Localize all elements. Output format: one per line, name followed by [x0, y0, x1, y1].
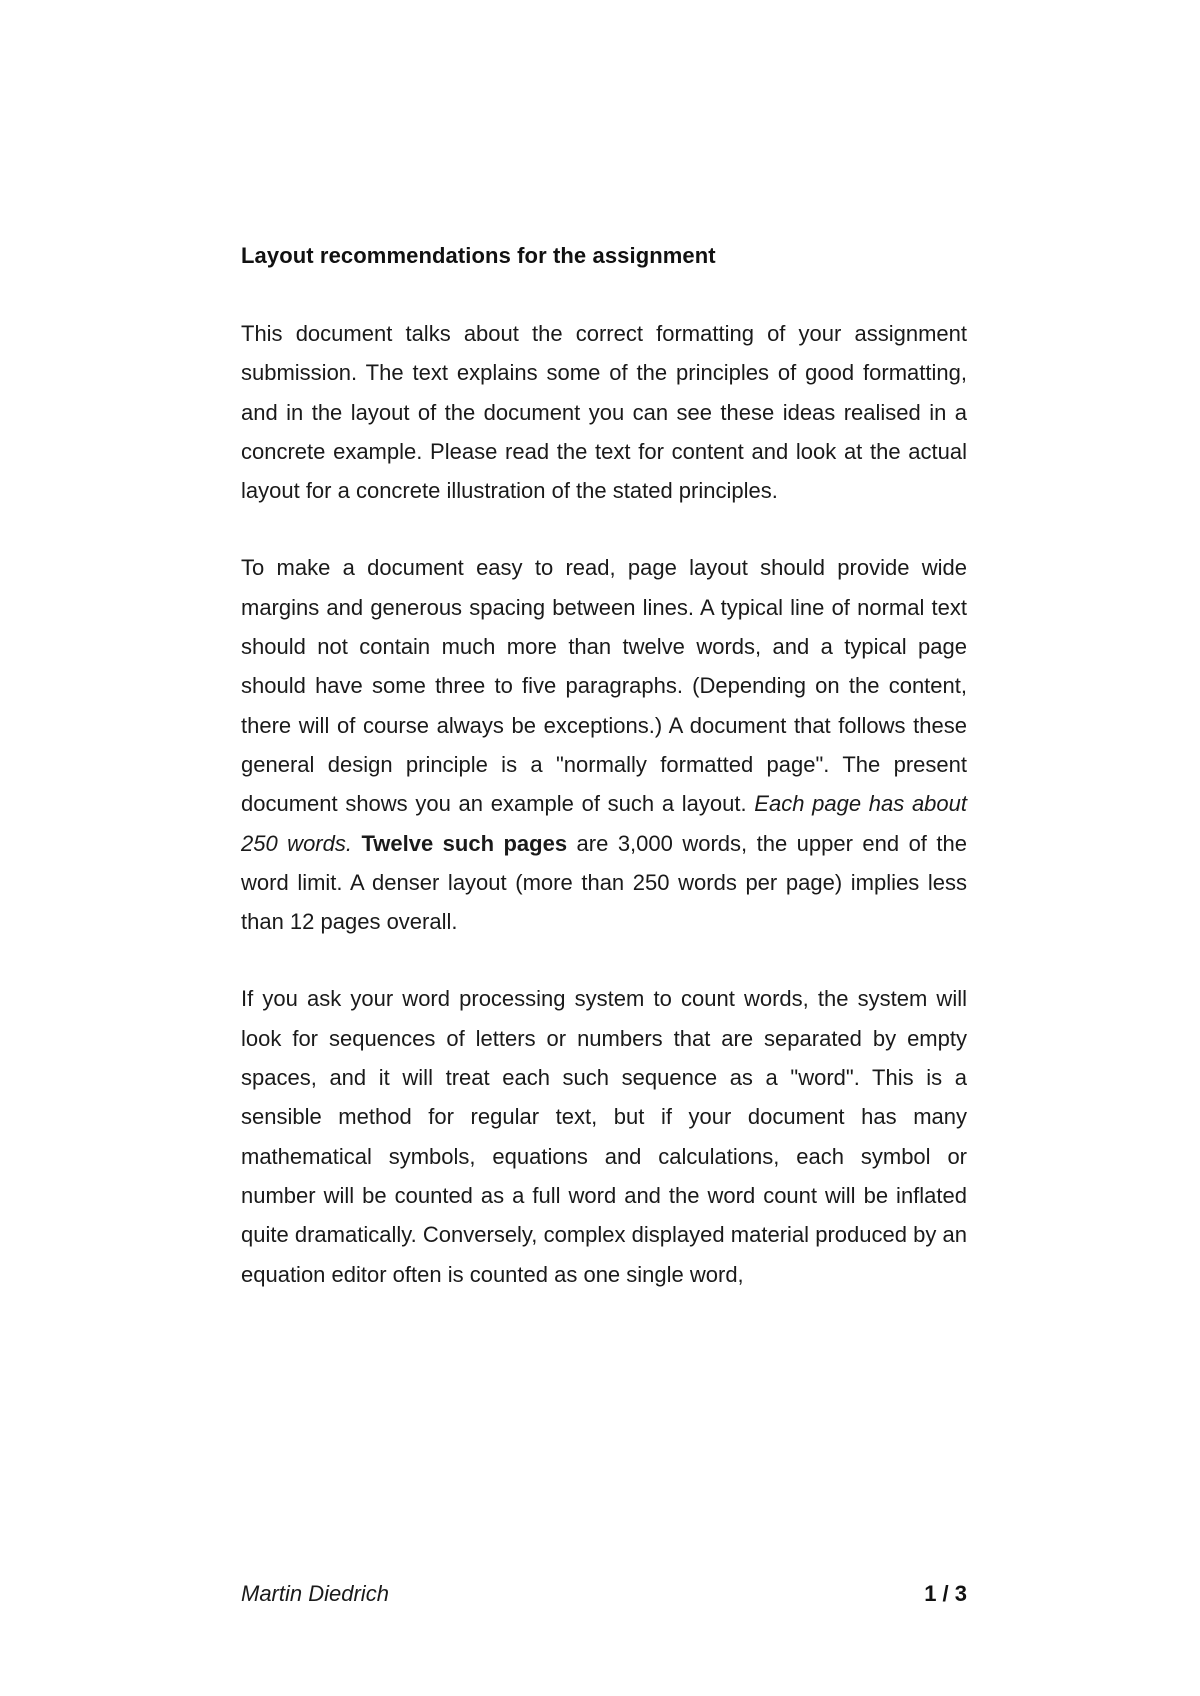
footer-author: Martin Diedrich	[241, 1581, 389, 1606]
paragraph-layout-bold: Twelve such pages	[361, 830, 568, 856]
paragraph-layout-text-end: are 3,000 words, the upper end of the word limit. A denser layout (more than 250 words per page) implies less than 12 pages overall.	[241, 830, 967, 935]
paragraph-layout-principles	[241, 548, 967, 941]
paragraph-intro: This document talks about the correct formatting of your assignment submission. The text explains some of the principles of good formatting, and in the layout of the document you can see these ideas realised in a concrete example. Please read the text for content and look at the actual layout for a concrete illustration of the stated principles.	[241, 321, 967, 504]
page-number: 1 / 3	[924, 1581, 967, 1606]
document-title: Layout recommendations for the assignment	[241, 243, 716, 268]
paragraph-layout-text-start: To make a document easy to read, page layout should provide wide margins and generous spacing between lines. A typical line of normal text should not contain much more than twelve words, and a typical page should have some three to five paragraphs. (Depending on the content, there will of course always be exceptions.) A document that follows these general design principle is a "normally formatted page". The present document shows you an example of such a layout.	[241, 555, 967, 817]
paragraph-word-count: If you ask your word processing system to count words, the system will look for sequences of letters or numbers that are separated by empty spaces, and it will treat each such sequence as a "word". This is a sensible method for regular text, but if your document has many mathematical symbols, equations and calculations, each symbol or number will be counted as a full word and the word count will be inflated quite dramatically. Conversely, complex displayed material produced by an equation editor often is counted as one single word,	[241, 986, 967, 1287]
paragraph-layout-italic: Each page has about 250 words.	[241, 791, 968, 856]
document-body	[241, 236, 967, 1294]
page-footer	[241, 1574, 967, 1614]
